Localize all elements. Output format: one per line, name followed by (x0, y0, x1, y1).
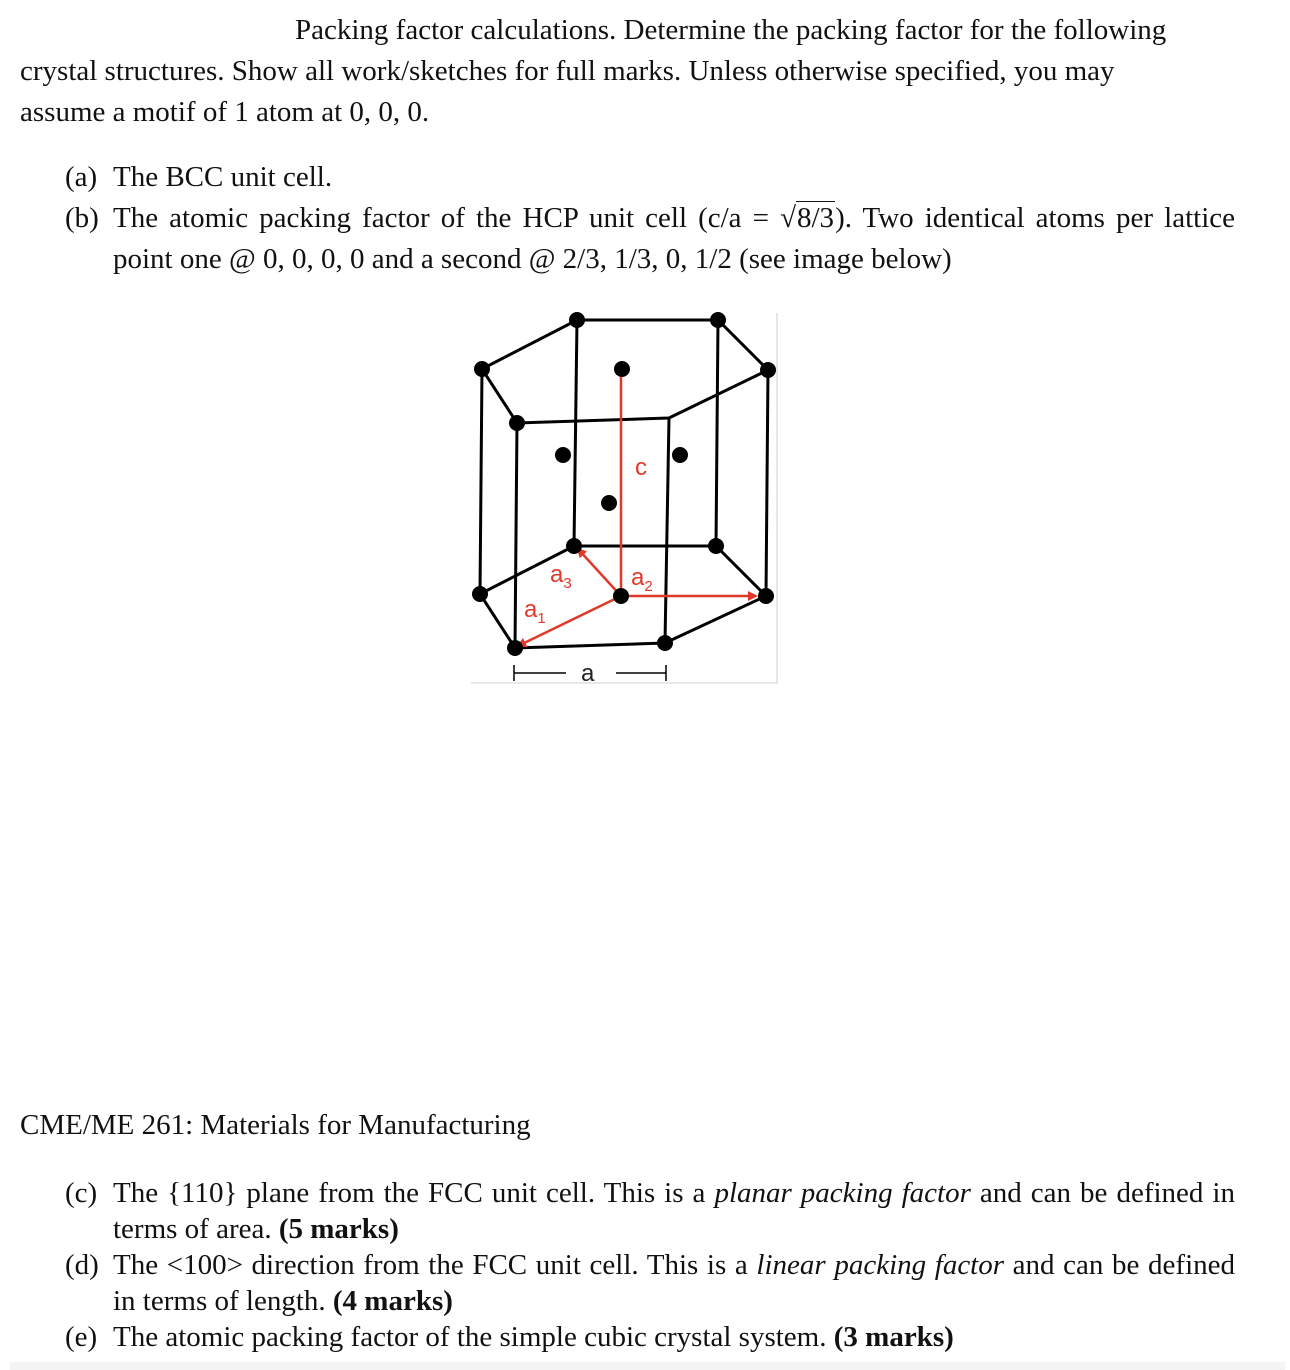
question-label: (a) (65, 161, 98, 193)
question-text-pre: The atomic packing factor of the HCP unit cell (c/a = (113, 202, 781, 234)
vertical-edge (515, 423, 517, 648)
question-a (20, 157, 1235, 198)
a1-label: $a_1$ (524, 596, 546, 627)
question-list-bottom (20, 1175, 1235, 1355)
vertical-edge (480, 369, 482, 594)
marks: (3 marks) (833, 1321, 954, 1353)
a3-vector (578, 549, 621, 596)
atom (657, 635, 673, 651)
lattice-vectors (518, 367, 756, 646)
intro-line-3: assume a motif of 1 atom at 0, 0, 0. (20, 96, 430, 128)
question-text: The BCC unit cell. (113, 161, 333, 193)
question-list-top (20, 157, 1235, 280)
vertical-edge (665, 418, 669, 643)
atom (474, 361, 490, 377)
question-label: (d) (65, 1249, 99, 1281)
intro-paragraph (20, 10, 1235, 133)
atom (710, 312, 726, 328)
marks: (5 marks) (278, 1213, 399, 1245)
atom (760, 362, 776, 378)
a2-label: $a_2$ (631, 564, 653, 595)
intro-line-2: crystal structures. Show all work/sketches for full marks. Unless otherwise specified, you may (20, 55, 1115, 87)
question-label: (c) (65, 1177, 98, 1209)
question-text-pre: The <100> direction from the FCC unit cell. This is a (113, 1249, 757, 1281)
vertical-edge (716, 320, 718, 546)
atom (601, 495, 617, 511)
radicand: 8/3 (797, 202, 835, 234)
marks: (4 marks) (332, 1285, 453, 1317)
question-e (20, 1319, 1235, 1355)
question-text-post: ). Two identical atoms per lattice point one @ 0, 0, 0, 0 and a second @ 2/3, 1/3, 0, 1/2 (see image below) (113, 202, 1235, 275)
question-text-post: and can be defined in terms of area. (113, 1177, 1235, 1245)
c-label: c (635, 454, 647, 481)
atom (672, 447, 688, 463)
question-text-pre: The {110} plane from the FCC unit cell. This is a (113, 1177, 715, 1209)
vector-labels (524, 454, 653, 627)
atom (613, 588, 629, 604)
question-label: (e) (65, 1321, 98, 1353)
atom (708, 538, 724, 554)
atom (566, 538, 582, 554)
atom (509, 415, 525, 431)
vertical-edge (766, 370, 768, 596)
course-title: CME/ME 261: Materials for Manufacturing (20, 1109, 531, 1141)
question-text-post: and can be defined in terms of length. (113, 1249, 1236, 1317)
atom (758, 588, 774, 604)
atom (472, 586, 488, 602)
atom (569, 312, 585, 328)
a3-label: $a_3$ (550, 561, 572, 592)
vertical-edge (574, 320, 577, 546)
question-label: (b) (65, 202, 99, 234)
hcp-unit-cell-figure (466, 305, 786, 695)
square-root: √8/3 (780, 202, 835, 234)
question-b (20, 198, 1235, 280)
intro-line-1: Packing factor calculations. Determine the packing factor for the following (295, 14, 1167, 46)
atom (507, 640, 523, 656)
question-c (20, 1175, 1235, 1247)
question-d (20, 1247, 1235, 1319)
atom (614, 361, 630, 377)
atom (555, 447, 571, 463)
question-term: linear packing factor (756, 1249, 1005, 1281)
a-dimension-label: a (581, 660, 595, 687)
question-text-pre: The atomic packing factor of the simple cubic crystal system. (113, 1321, 834, 1353)
page-bottom-edge (10, 1362, 1285, 1370)
question-term: planar packing factor (714, 1177, 971, 1209)
